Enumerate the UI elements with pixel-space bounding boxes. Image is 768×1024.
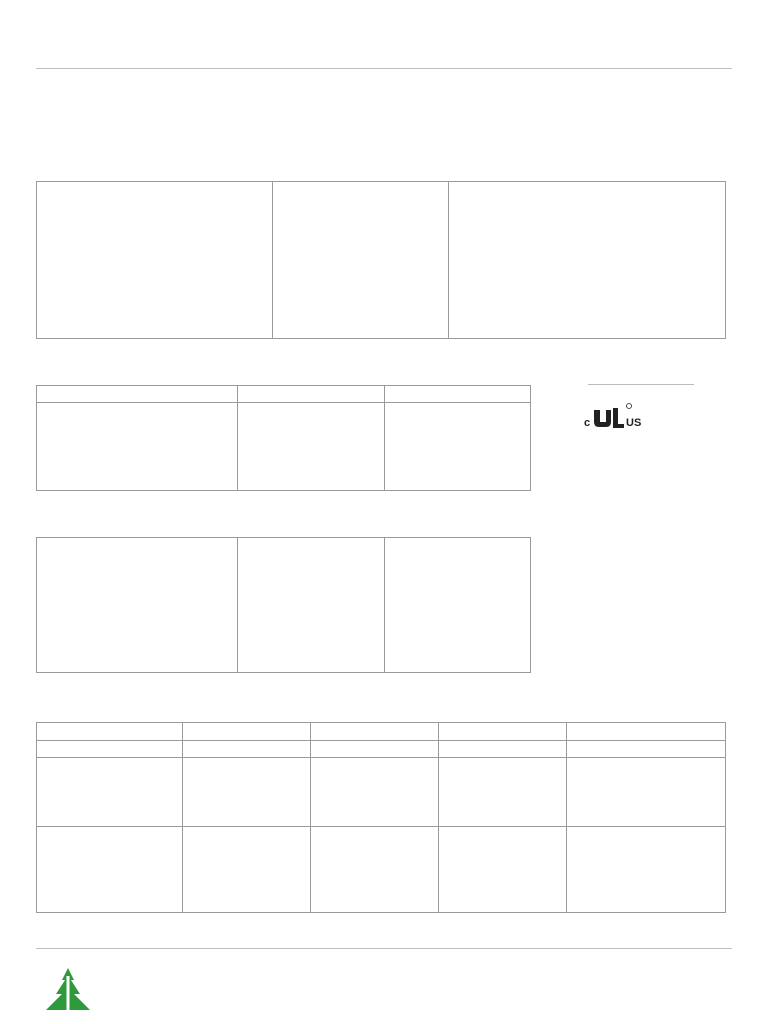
table-divider (438, 722, 439, 913)
specs-table (36, 181, 726, 339)
table-divider (237, 537, 238, 673)
table-divider (566, 722, 567, 913)
huayi-tree-logo-icon (38, 966, 98, 1012)
approvals-underline (588, 384, 694, 385)
electrical-table (36, 722, 726, 913)
ul-listed-mark-icon (584, 402, 656, 432)
nominal-performance-table (36, 385, 531, 491)
table-divider (237, 385, 238, 491)
svg-text:c: c (584, 417, 591, 429)
table-divider (310, 722, 311, 913)
test-cycle-table (36, 537, 531, 673)
table-divider (384, 385, 385, 491)
table-divider (182, 722, 183, 913)
table-divider (272, 181, 273, 339)
table-divider (384, 537, 385, 673)
table-divider (36, 826, 726, 827)
table-divider (36, 402, 531, 403)
svg-text:US: US (626, 417, 642, 429)
table-divider (36, 757, 726, 758)
table-divider (36, 740, 726, 741)
table-divider (448, 181, 449, 339)
header-divider (36, 68, 732, 69)
footer-divider (36, 948, 732, 949)
